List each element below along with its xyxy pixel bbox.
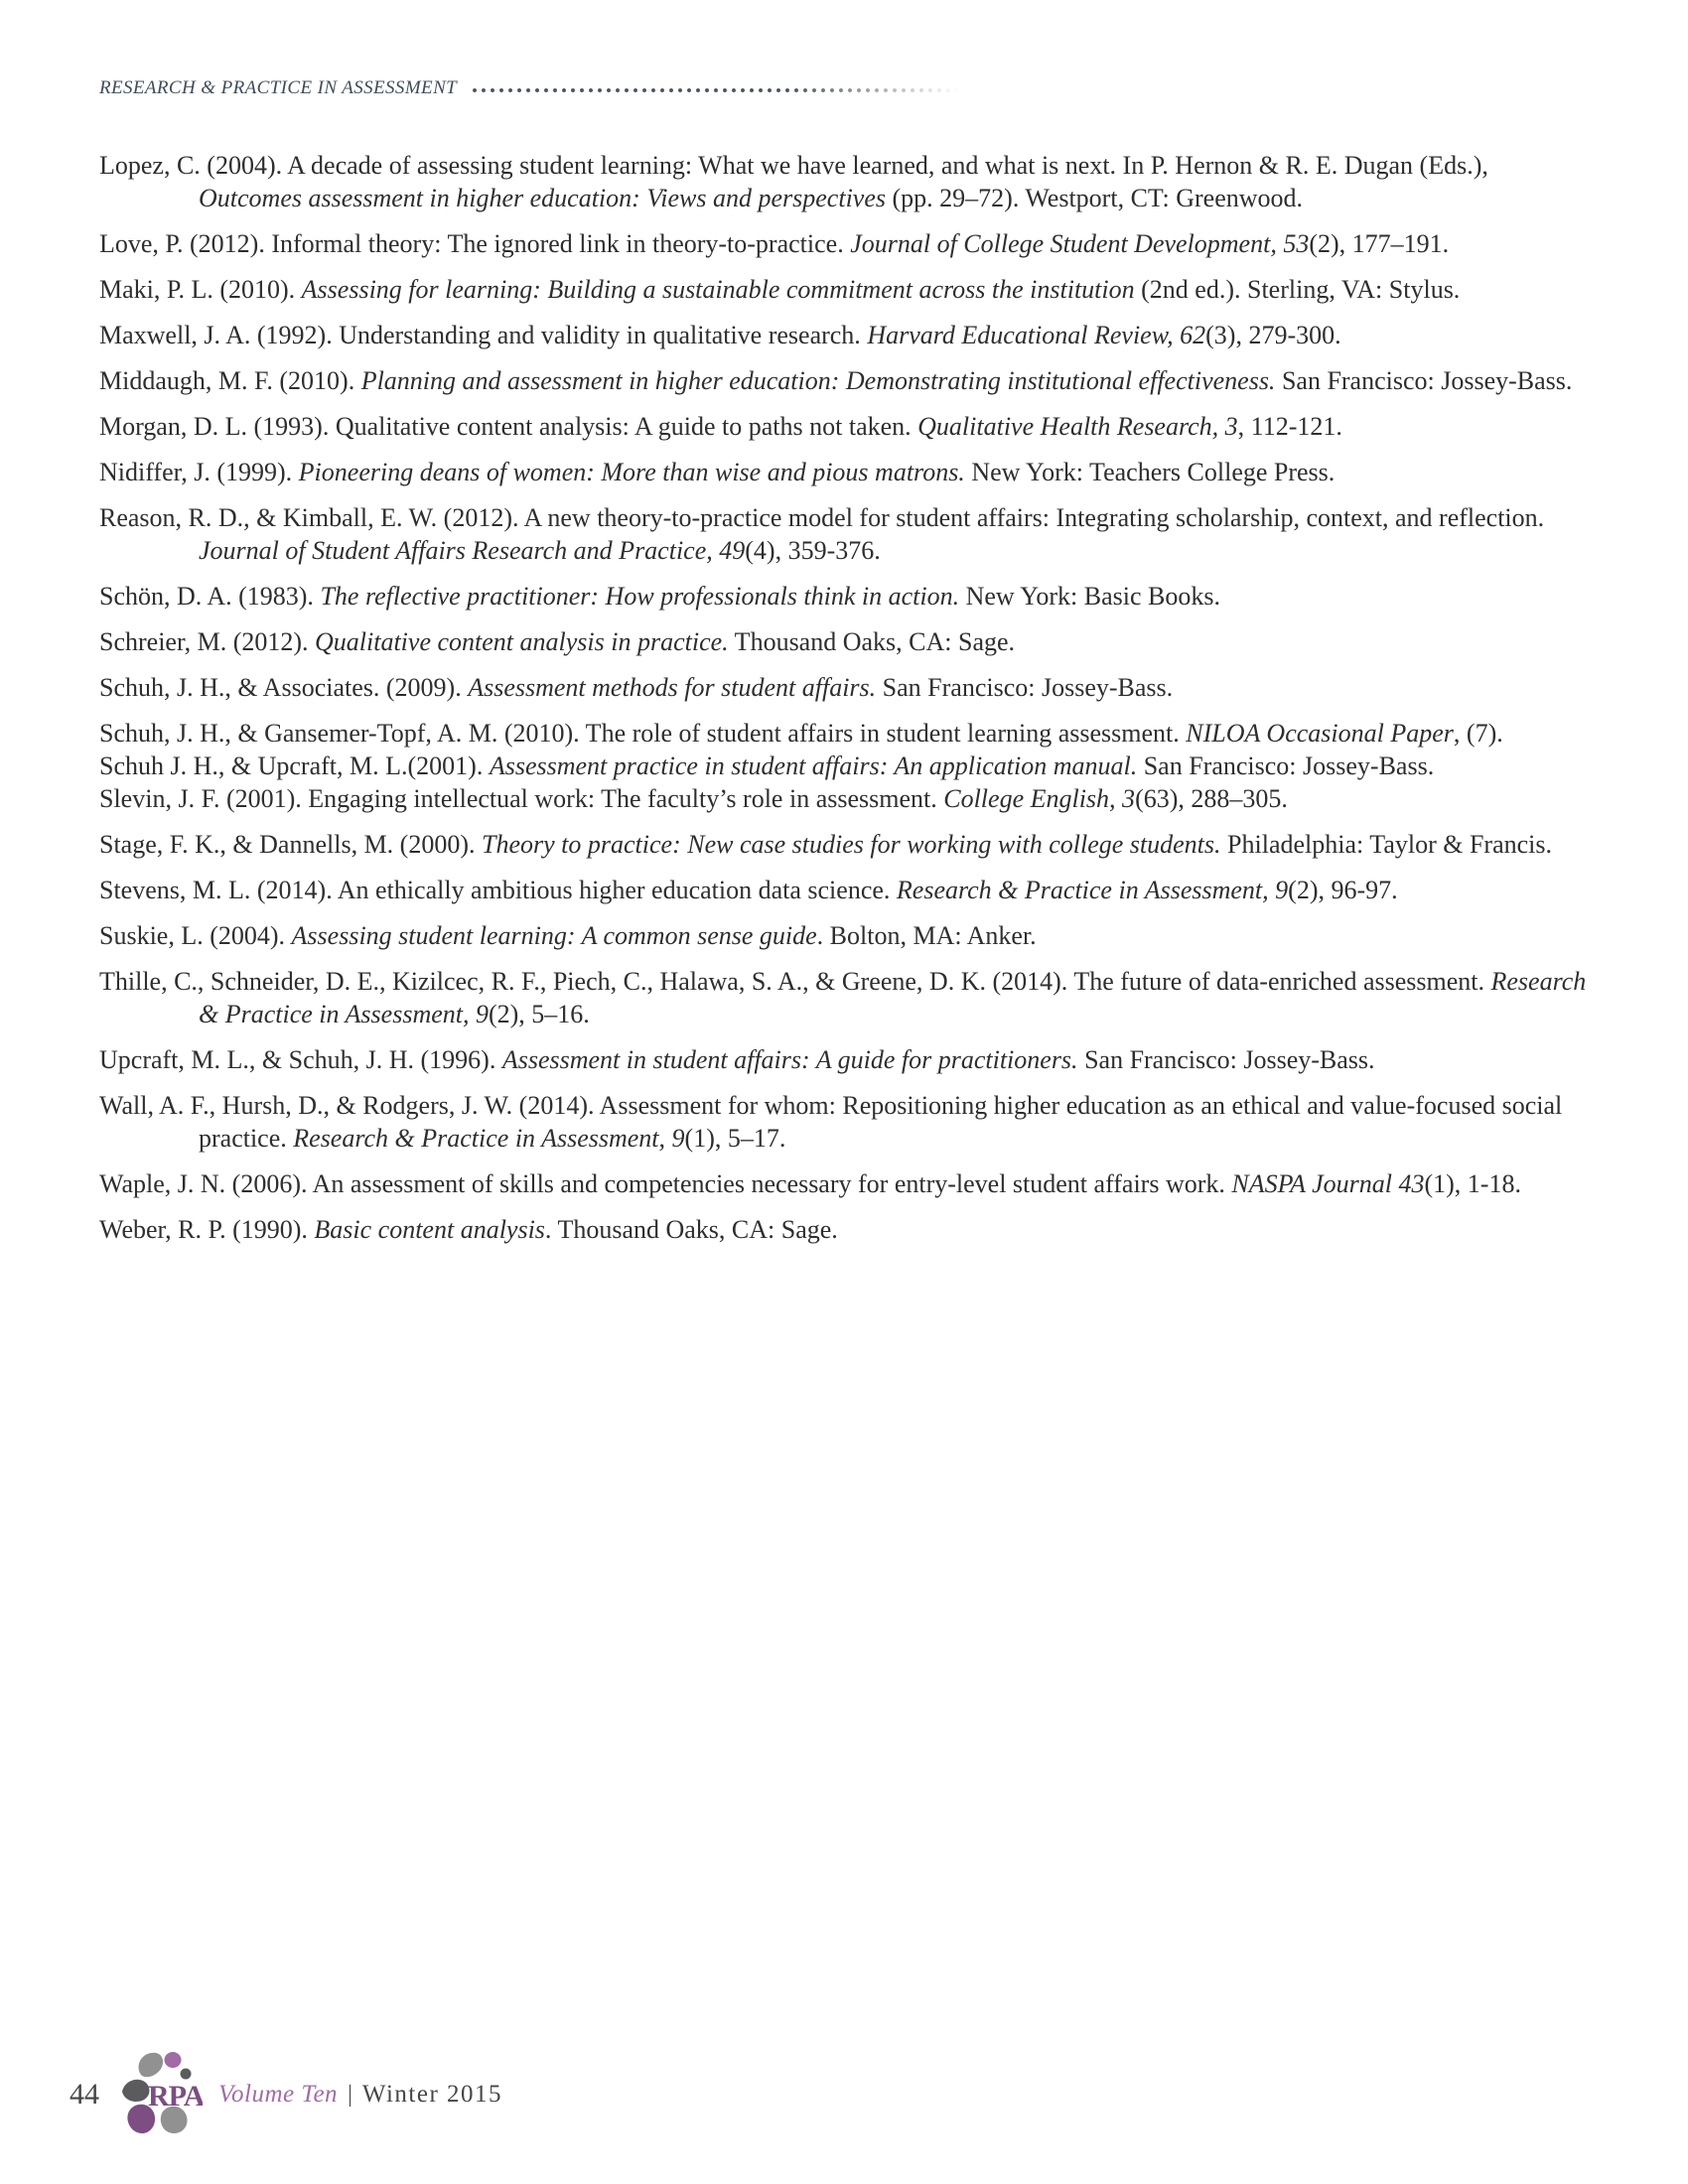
reference-italic-segment: Research & Practice in Assessment, 9 <box>896 876 1289 904</box>
reference-italic-segment: Journal of College Student Development, 53 <box>850 229 1310 258</box>
reference-text-segment: Thousand Oaks, CA: Sage. <box>728 627 1016 656</box>
reference-italic-segment: Assessing student learning: A common sense guide <box>291 921 817 950</box>
reference-italic-segment: Pioneering deans of women: More than wise and pious matrons. <box>298 458 965 486</box>
reference-text-segment: Morgan, D. L. (1993). Qualitative content analysis: A guide to paths not taken. <box>99 412 918 441</box>
reference-text-segment: San Francisco: Jossey-Bass. <box>876 673 1174 702</box>
page-header <box>99 75 979 101</box>
reference-text-segment: Schuh J. H., & Upcraft, M. L.(2001). <box>99 751 490 780</box>
reference-entry <box>99 456 1594 488</box>
reference-italic-segment: Harvard Educational Review, 62 <box>867 321 1206 349</box>
reference-italic-segment: Outcomes assessment in higher education: Views and perspectives <box>199 184 886 212</box>
reference-text-segment: San Francisco: Jossey-Bass. <box>1275 366 1573 395</box>
reference-text-segment: Love, P. (2012). Informal theory: The ignored link in theory-to-practice. <box>99 229 851 258</box>
reference-text-segment: Philadelphia: Taylor & Francis. <box>1220 830 1553 859</box>
reference-italic-segment: Assessment methods for student affairs. <box>468 673 877 702</box>
reference-text-segment: Maki, P. L. (2010). <box>99 275 302 304</box>
reference-italic-segment: Assessment practice in student affairs: An application manual. <box>489 751 1138 780</box>
leaf-petal-top-left-icon <box>139 2053 164 2077</box>
reference-entry <box>99 227 1594 260</box>
references-list <box>99 149 1594 1259</box>
reference-italic-segment: Planning and assessment in higher education: Demonstrating institutional effectiveness. <box>360 366 1276 395</box>
reference-entry <box>99 501 1594 567</box>
reference-entry <box>99 1089 1594 1155</box>
reference-text-segment: Schön, D. A. (1983). <box>99 582 321 611</box>
reference-italic-segment: NASPA Journal 43 <box>1231 1169 1425 1198</box>
reference-entry <box>99 717 1594 750</box>
reference-text-segment: Maxwell, J. A. (1992). Understanding and validity in qualitative research. <box>99 321 868 349</box>
reference-text-segment: (pp. 29–72). Westport, CT: Greenwood. <box>886 184 1304 212</box>
reference-text-segment: Schuh, J. H., & Associates. (2009). <box>99 673 469 702</box>
reference-entry <box>99 580 1594 613</box>
reference-entry <box>99 1167 1594 1200</box>
reference-text-segment: . Thousand Oaks, CA: Sage. <box>544 1215 838 1244</box>
reference-text-segment: Upcraft, M. L., & Schuh, J. H. (1996). <box>99 1045 502 1074</box>
reference-entry <box>99 965 1594 1030</box>
page-number: 44 <box>70 2078 99 2111</box>
reference-text-segment: , 112-121. <box>1237 412 1342 441</box>
reference-text-segment: Nidiffer, J. (1999). <box>99 458 299 486</box>
reference-text-segment: Suskie, L. (2004). <box>99 921 292 950</box>
reference-text-segment: (1), 5–17. <box>684 1124 786 1153</box>
reference-text-segment: , (7). <box>1453 719 1503 748</box>
reference-entry <box>99 919 1594 952</box>
issue-label: Winter 2015 <box>361 2081 503 2108</box>
reference-text-segment: Stage, F. K., & Dannells, M. (2000). <box>99 830 482 859</box>
reference-text-segment: (2), 177–191. <box>1309 229 1450 258</box>
reference-text-segment: (1), 1-18. <box>1424 1169 1521 1198</box>
reference-text-segment: Slevin, J. F. (2001). Engaging intellectual work: The faculty’s role in assessment. <box>99 784 944 813</box>
dotted-leader <box>471 85 979 95</box>
reference-italic-segment: Theory to practice: New case studies for working with college students. <box>482 830 1221 859</box>
reference-entry <box>99 273 1594 306</box>
leaf-petal-left-icon <box>122 2080 149 2102</box>
reference-text-segment: Schreier, M. (2012). <box>99 627 316 656</box>
reference-italic-segment: Qualitative Health Research, 3 <box>917 412 1238 441</box>
reference-entry <box>99 874 1594 906</box>
reference-italic-segment: Journal of Student Affairs Research and Practice, 49 <box>199 536 746 565</box>
reference-entry <box>99 625 1594 658</box>
reference-text-segment: (4), 359-376. <box>745 536 881 565</box>
reference-entry <box>99 671 1594 704</box>
rpa-logo-graphic <box>121 2049 203 2140</box>
reference-text-segment: Middaugh, M. F. (2010). <box>99 366 361 395</box>
reference-entry <box>99 828 1594 861</box>
leaf-petal-small-circle-icon <box>181 2069 192 2080</box>
footer-separator: | <box>348 2081 352 2108</box>
volume-label: Volume Ten <box>218 2081 339 2108</box>
reference-text-segment: New York: Basic Books. <box>959 582 1221 611</box>
reference-italic-segment: Basic content analysis <box>314 1215 545 1244</box>
page-footer <box>70 2049 502 2140</box>
reference-italic-segment: The reflective practitioner: How professionals think in action. <box>320 582 960 611</box>
reference-entry <box>99 782 1594 815</box>
reference-text-segment: San Francisco: Jossey-Bass. <box>1077 1045 1375 1074</box>
reference-italic-segment: Assessing for learning: Building a sustainable commitment across the institution <box>301 275 1135 304</box>
reference-text-segment: Weber, R. P. (1990). <box>99 1215 315 1244</box>
reference-italic-segment: Assessment in student affairs: A guide for practitioners. <box>501 1045 1078 1074</box>
reference-italic-segment: NILOA Occasional Paper <box>1186 719 1454 748</box>
reference-italic-segment: Qualitative content analysis in practice. <box>315 627 729 656</box>
reference-text-segment: Lopez, C. (2004). A decade of assessing student learning: What we have learned, and what is next. In P. Hernon & R. E. Dugan (Eds.), <box>99 151 1488 180</box>
reference-entry <box>99 319 1594 351</box>
reference-entry <box>99 750 1594 782</box>
reference-text-segment: . Bolton, MA: Anker. <box>816 921 1037 950</box>
reference-italic-segment: College English, 3 <box>943 784 1136 813</box>
journal-title: RESEARCH & PRACTICE IN ASSESSMENT <box>99 77 458 98</box>
reference-entry <box>99 1043 1594 1076</box>
reference-text-segment: New York: Teachers College Press. <box>964 458 1336 486</box>
reference-text-segment: (2), 96-97. <box>1288 876 1398 904</box>
reference-entry <box>99 410 1594 443</box>
reference-italic-segment: Research & Practice in Assessment, 9 <box>199 967 1587 1028</box>
reference-text-segment: San Francisco: Jossey-Bass. <box>1137 751 1435 780</box>
reference-entry <box>99 364 1594 397</box>
rpa-logo-text: RPA <box>148 2080 203 2113</box>
reference-text-segment: Waple, J. N. (2006). An assessment of skills and competencies necessary for entry-level student affairs work. <box>99 1169 1232 1198</box>
reference-entry <box>99 149 1594 214</box>
reference-text-segment: (2nd ed.). Sterling, VA: Stylus. <box>1134 275 1461 304</box>
reference-text-segment: Thille, C., Schneider, D. E., Kizilcec, R. F., Piech, C., Halawa, S. A., & Greene, D. K. (2014). The future of data-enriched assessment. <box>99 967 1491 996</box>
reference-entry <box>99 1213 1594 1246</box>
rpa-logo <box>121 2049 203 2140</box>
reference-text-segment: (3), 279-300. <box>1205 321 1341 349</box>
reference-text-segment: Stevens, M. L. (2014). An ethically ambitious higher education data science. <box>99 876 897 904</box>
reference-italic-segment: Research & Practice in Assessment, 9 <box>293 1124 685 1153</box>
reference-text-segment: (2), 5–16. <box>488 1000 590 1028</box>
reference-text-segment: Wall, A. F., Hursh, D., & Rodgers, J. W. (2014). Assessment for whom: Repositioning higher education as an ethical and value-focused social practice. <box>99 1091 1563 1153</box>
reference-text-segment: (63), 288–305. <box>1135 784 1288 813</box>
reference-text-segment: Reason, R. D., & Kimball, E. W. (2012). A new theory-to-practice model for student affairs: Integrating scholarship, context, and reflection. <box>99 503 1545 532</box>
leaf-petal-top-circle-icon <box>165 2052 182 2068</box>
reference-text-segment: Schuh, J. H., & Gansemer-Topf, A. M. (2010). The role of student affairs in student learning assessment. <box>99 719 1187 748</box>
